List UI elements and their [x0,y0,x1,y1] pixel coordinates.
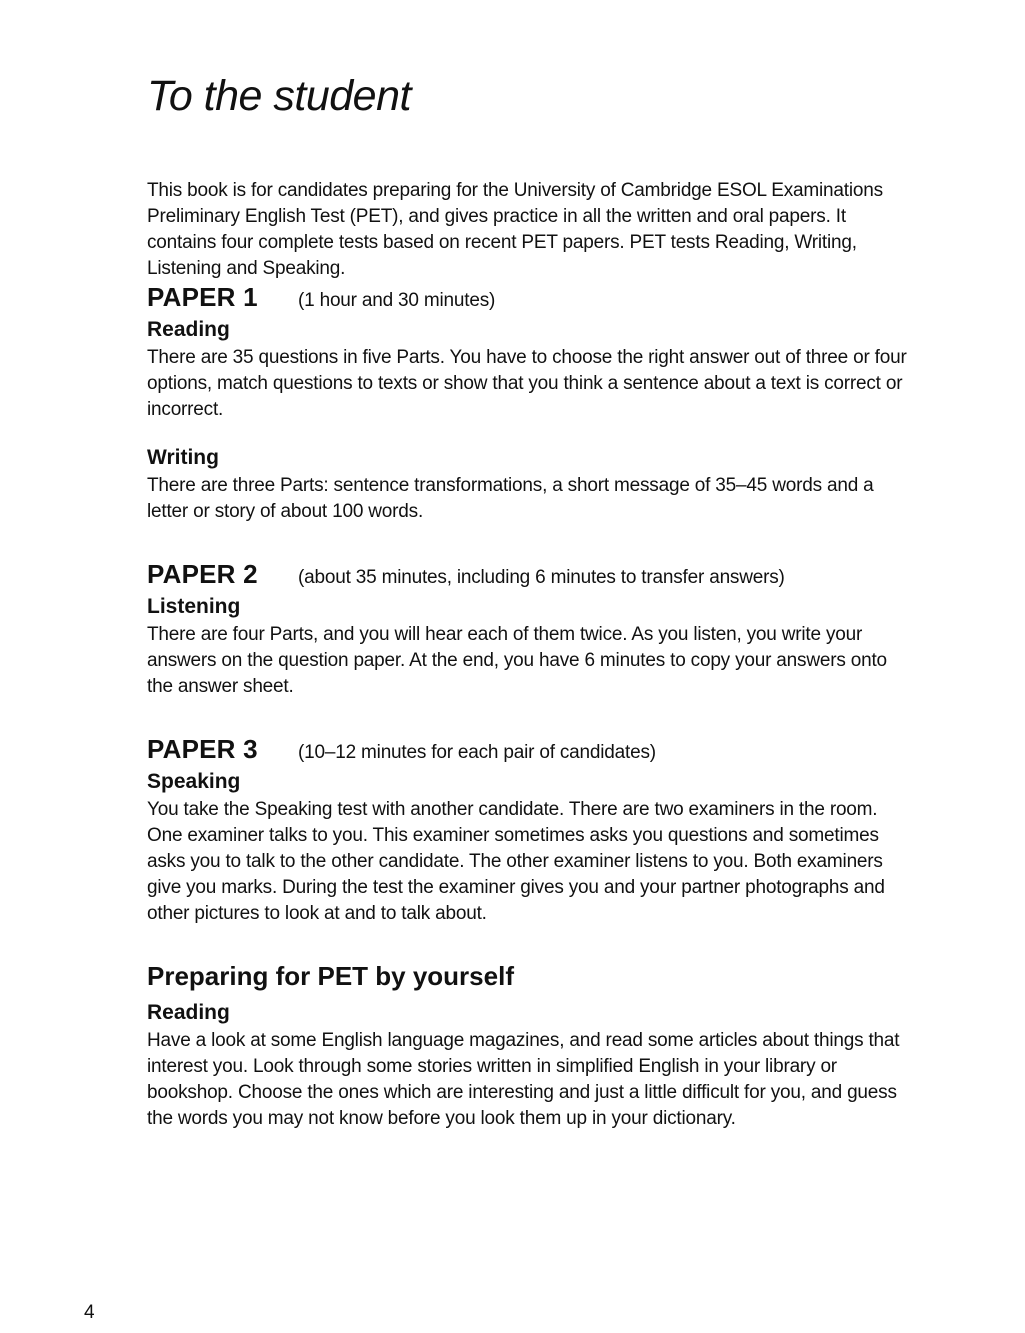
section-text: There are four Parts, and you will hear each of them twice. As you listen, you write your answers on the question paper. At the end, you have 6 minutes to copy your answers onto the answer sheet. [147,624,887,697]
paper-1-heading [147,282,907,313]
paper-1-reading-section [147,317,907,423]
paper-2-duration: (about 35 minutes, including 6 minutes to transfer answers) [298,567,785,588]
paper-3-duration: (10–12 minutes for each pair of candidates) [298,742,656,763]
paper-1-label: PAPER 1 [147,282,258,312]
paper-2-block [147,559,907,700]
page-title: To the student [147,72,411,120]
preparing-reading-section [147,1000,907,1132]
paper-2-listening-section [147,594,907,700]
paper-3-heading [147,734,907,765]
section-heading: Speaking [147,770,241,793]
paper-1-block [147,282,907,525]
preparing-heading: Preparing for PET by yourself [147,961,514,991]
section-heading: Reading [147,318,230,341]
page-content [147,178,907,1154]
paper-2-label: PAPER 2 [147,559,258,589]
preparing-block [147,961,907,1132]
section-text: There are three Parts: sentence transformations, a short message of 35–45 words and a letter or story of about 100 words. [147,475,874,522]
section-heading: Reading [147,1001,230,1024]
section-text: You take the Speaking test with another candidate. There are two examiners in the room. One examiner talks to you. This examiner sometimes asks you questions and sometimes asks you to talk to the other candidate. The other examiner listens to you. Both examiners give you marks. During the test the examiner gives you and your partner photographs and other pictures to look at and to talk about. [147,799,885,924]
paper-1-duration: (1 hour and 30 minutes) [298,290,496,311]
section-text: Have a look at some English language magazines, and read some articles about things that interest you. Look through some stories written in simplified English in your library or bookshop. Choose the ones which are interesting and just a little difficult for you, and guess the words you may not know before you look them up in your dictionary. [147,1030,900,1129]
paper-3-speaking-section [147,769,907,927]
paper-2-heading [147,559,907,590]
section-heading: Writing [147,446,219,469]
page-number: 4 [84,1302,95,1323]
paper-3-label: PAPER 3 [147,734,258,764]
intro-paragraph: This book is for candidates preparing for the University of Cambridge ESOL Examinations Preliminary English Test (PET), and gives practice in all the written and oral papers. It contains four complete tests based on recent PET papers. PET tests Reading, Writing, Listening and Speaking. [147,180,883,279]
section-text: There are 35 questions in five Parts. You have to choose the right answer out of three or four options, match questions to texts or show that you think a sentence about a text is correct or incorrect. [147,347,907,420]
paper-1-writing-section [147,445,907,525]
section-heading: Listening [147,595,241,618]
paper-3-block [147,734,907,927]
